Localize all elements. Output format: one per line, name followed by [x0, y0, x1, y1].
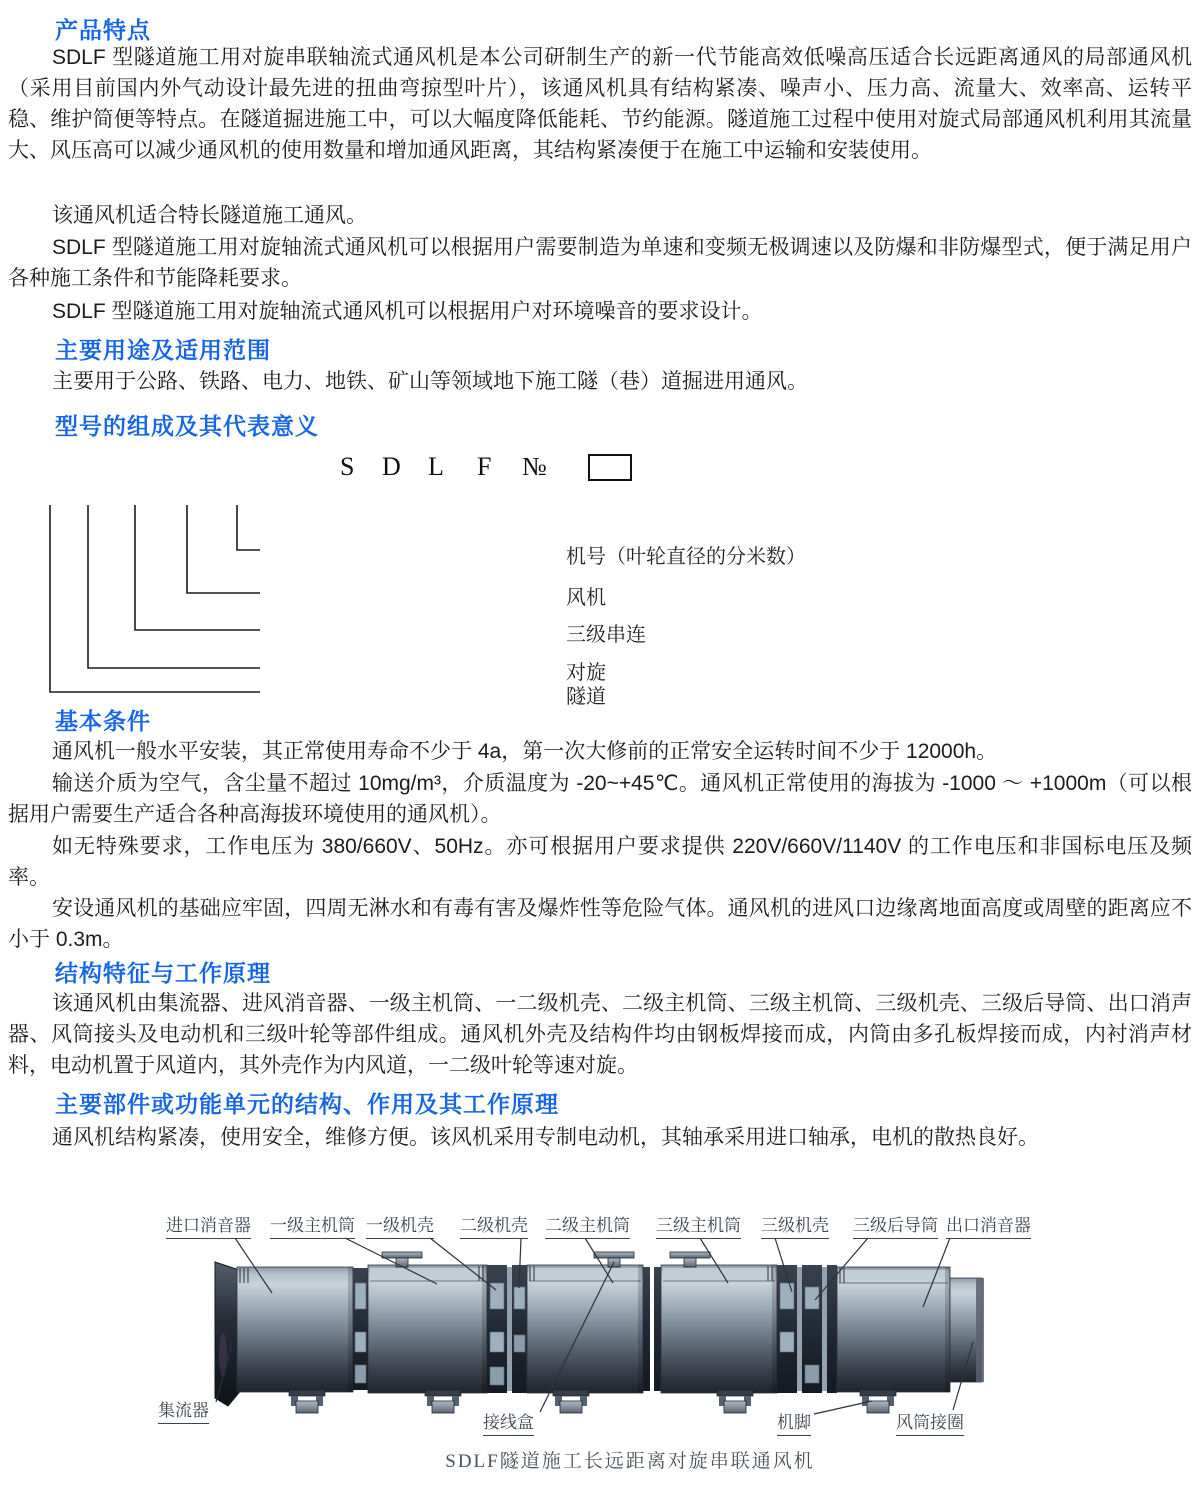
paragraph-features-1: SDLF 型隧道施工用对旋串联轴流式通风机是本公司研制生产的新一代节能高效低噪高压适合长远距离通风的局部通风机（采用目前国内外气动设计最先进的扭曲弯掠型叶片），该通风机具有结构紧凑、噪声小、压力高、流量大、效率高、运转平稳、维护简便等特点。在隧道掘进施工中，可以大幅度降低能耗、节约能源。隧道施工过程中使用对旋式局部通风机利用其流量大、风压高可以减少通风机的使用数量和增加通风距离，其结构紧凑便于在施工中运输和安装使用。	[8, 46, 1192, 162]
figure-label-junction-box: 接线盒	[483, 1408, 534, 1436]
section-heading-usage: 主要用途及适用范围	[55, 337, 271, 363]
figure-label-inlet-silencer: 进口消音器	[166, 1211, 251, 1239]
model-letter-d: D	[382, 452, 401, 481]
figure-label-collector: 集流器	[158, 1396, 209, 1424]
model-letter-l: L	[428, 452, 444, 481]
paragraph-structure-1: 该通风机由集流器、进风消音器、一级主机筒、一二级机壳、二级主机筒、三级主机筒、三级机壳、三级后导筒、出口消声器、风筒接头及电动机和三级叶轮等部件组成。通风机外壳及结构件均由钢板焊接而成，内筒由多孔板焊接而成，内衬消声材料，电动机置于风道内，其外壳作为内风道，一二级叶轮等速对旋。	[8, 992, 1192, 1077]
section-heading-features: 产品特点	[55, 17, 151, 43]
paragraph-features-4: SDLF 型隧道施工用对旋轴流式通风机可以根据用户对环境噪音的要求设计。	[52, 300, 763, 323]
figure-label-outlet-silencer: 出口消音器	[946, 1211, 1031, 1239]
figure-label-stage2-casing: 二级机壳	[460, 1211, 528, 1239]
section-heading-conditions: 基本条件	[55, 708, 151, 734]
paragraph-conditions-2: 输送介质为空气，含尘量不超过 10mg/m³，介质温度为 -20~+45℃。通风机正常使用的海拔为 -1000 ～ +1000m（可以根据用户需要生产适合各种高海拔环境使用的通风机）。	[8, 772, 1192, 826]
model-label-tunnel: 隧道	[566, 686, 606, 708]
paragraph-usage-1: 主要用于公路、铁路、电力、地铁、矿山等领域地下施工隧（巷）道掘进用通风。	[52, 370, 808, 393]
figure-label-stage3-casing: 三级机壳	[761, 1211, 829, 1239]
model-label-three-stage: 三级串连	[566, 624, 646, 646]
figure-label-stage2-main-cylinder: 二级主机筒	[545, 1211, 630, 1239]
figure-label-stage1-main-cylinder: 一级主机筒	[270, 1211, 355, 1239]
paragraph-features-3: SDLF 型隧道施工用对旋轴流式通风机可以根据用户需要制造为单速和变频无极调速以及防爆和非防爆型式，便于满足用户各种施工条件和节能降耗要求。	[8, 236, 1192, 290]
figure-label-stage3-main-cylinder: 三级主机筒	[656, 1211, 741, 1239]
model-label-contra-rotating: 对旋	[566, 662, 606, 684]
paragraph-parts-1: 通风机结构紧凑，使用安全，维修方便。该风机采用专制电动机，其轴承采用进口轴承，电机的散热良好。	[52, 1126, 1039, 1149]
figure-label-machine-foot: 机脚	[777, 1408, 811, 1436]
figure-label-stage3-rear-guide: 三级后导筒	[853, 1211, 938, 1239]
section-heading-structure: 结构特征与工作原理	[55, 960, 271, 986]
model-label-fan: 风机	[566, 587, 606, 609]
paragraph-conditions-1: 通风机一般水平安装，其正常使用寿命不少于 4a，第一次大修前的正常安全运转时间不少于 12000h。	[52, 740, 998, 763]
model-diagram-lines	[0, 440, 600, 710]
figure-caption: SDLF隧道施工长远距离对旋串联通风机	[445, 1451, 815, 1472]
model-label-unit-number: 机号（叶轮直径的分米数）	[566, 546, 806, 568]
paragraph-conditions-4: 安设通风机的基础应牢固，四周无淋水和有毒有害及爆炸性等危险气体。通风机的进风口边缘离地面高度或周壁的距离应不小于 0.3m。	[8, 897, 1192, 951]
section-heading-model: 型号的组成及其代表意义	[55, 413, 319, 439]
model-letter-f: F	[477, 452, 492, 481]
model-letter-no: №	[522, 452, 547, 481]
section-heading-parts: 主要部件或功能单元的结构、作用及其工作原理	[55, 1091, 559, 1117]
model-letter-s: S	[340, 452, 355, 481]
figure-label-stage1-casing: 一级机壳	[366, 1211, 434, 1239]
paragraph-features-2: 该通风机适合特长隧道施工通风。	[52, 204, 367, 227]
figure-label-duct-ring: 风筒接圈	[896, 1408, 964, 1436]
paragraph-conditions-3: 如无特殊要求，工作电压为 380/660V、50Hz。亦可根据用户要求提供 220V/660V/1140V 的工作电压和非国标电压及频率。	[8, 835, 1192, 889]
